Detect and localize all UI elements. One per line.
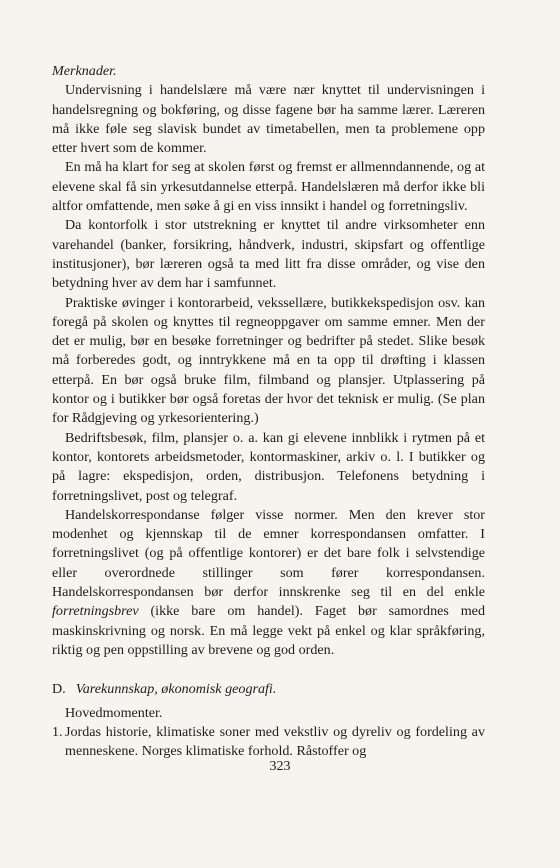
paragraph: Bedriftsbesøk, film, plansjer o. a. kan gi elevene innblikk i rytmen på et kontor, kontorets arbeidsmetoder, kontormaskiner, arkiv o. l. I butikker og på lagre: ekspedisjon, orden, distribusjon. Telefonens betydning i forretningslivet, post og telegraf. bbox=[52, 429, 485, 504]
paragraph: Undervisning i handelslære må være nær knyttet til undervisningen i handelsregning og bokføring, og disse fagene bør ha samme lærer. Læreren må ikke føle seg slavisk bundet av timetabellen, men ta problemene opp etter hvert som de kommer. bbox=[52, 82, 485, 157]
list-item bbox=[52, 723, 485, 762]
subheading: Hovedmomenter. bbox=[65, 704, 163, 721]
paragraph-italic-term: forretningsbrev bbox=[52, 603, 139, 620]
list-item-text: Jordas historie, klimatiske soner med vekstliv og dyreliv og fordeling av menneskene. Norges klimatiske forhold. Råstoffer og bbox=[65, 723, 485, 760]
section-letter: D. bbox=[52, 681, 66, 698]
list-item-number: 1. bbox=[52, 723, 63, 740]
paragraph-text-start: Handelskorrespondanse følger visse normer. Men den krever stor modenhet og kjennskap til de emner korrespondansen omfatter. I forretningslivet (og på offentlige kontorer) er det bare folk i selvstendige eller overordnede stillinger som fører korrespondansen. Handelskorrespondansen bør derfor innskrenke seg til en del enkle bbox=[52, 506, 485, 601]
page-body bbox=[52, 62, 485, 761]
paragraph: Praktiske øvinger i kontorarbeid, vekssellære, butikkekspedisjon osv. kan foregå på skolen og knyttes til regneoppgaver om samme emner. Men der det er mulig, bør en besøke forretninger og bedrifter på stedet. Slike besøk må forberedes godt, og inntrykkene må en ta opp til drøfting i klassen etterpå. En bør også bruke film, filmband og plansjer. Utplassering på kontor og i butikker bør også foretas der hvor det teknisk er mulig. (Se plan for Rådgjeving og yrkesorientering.) bbox=[52, 294, 485, 427]
paragraph-text-end: (ikke bare om handel). Faget bør samordnes med maskinskrivning og norsk. En må legge vekt på enkel og klar språkføring, riktig og pen oppstilling av brevene og god orden. bbox=[52, 603, 485, 658]
paragraph: Da kontorfolk i stor utstrekning er knyttet til andre virksomheter enn varehandel (banker, forsikring, håndverk, industri, skipsfart og offentlige institusjoner), bør læreren også ta med litt fra disse områder, og vise den betydning hver av dem har i samfunnet. bbox=[52, 217, 485, 292]
section-name: Varekunnskap, økonomisk geografi. bbox=[75, 681, 277, 698]
section-heading: Merknader. bbox=[52, 63, 117, 79]
section-title bbox=[52, 680, 485, 699]
paragraph-correspondence bbox=[52, 506, 485, 660]
page-number: 323 bbox=[269, 759, 291, 774]
paragraph: En må ha klart for seg at skolen først og fremst er allmenndannende, og at elevene skal få sin yrkesutdannelse etterpå. Handelslæren må derfor ikke bli altfor omfattende, men søke å gi en viss innsikt i handel og forretningsliv. bbox=[52, 159, 485, 215]
